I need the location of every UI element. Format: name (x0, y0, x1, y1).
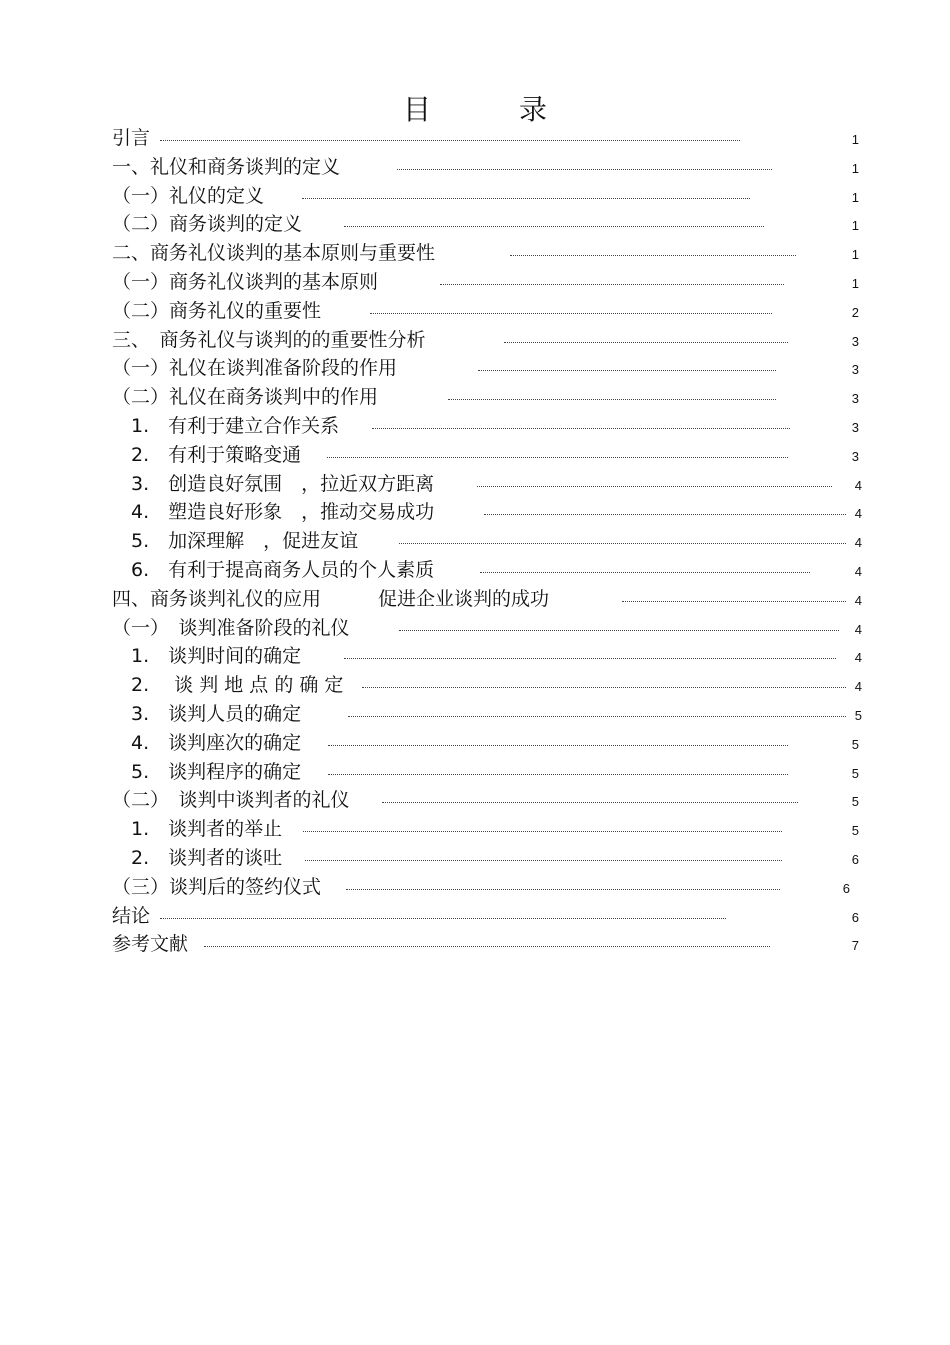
toc-leader-dots (397, 165, 772, 170)
toc-entry[interactable] (112, 642, 862, 671)
toc-entry-page-number: 5 (851, 736, 859, 752)
toc-entry-page-number: 4 (854, 592, 862, 608)
table-of-contents (112, 124, 862, 959)
toc-entry-label: （一）商务礼仪谈判的基本原则 (112, 270, 379, 293)
toc-entry[interactable] (112, 815, 862, 844)
toc-entry-page-number: 1 (851, 218, 859, 234)
toc-entry[interactable] (112, 239, 862, 268)
toc-leader-dots (399, 626, 839, 631)
toc-entry[interactable] (112, 412, 862, 441)
toc-entry-label: （二）礼仪在商务谈判中的作用 (112, 386, 379, 409)
toc-entry-page-number: 6 (851, 851, 859, 867)
toc-entry-page-number: 1 (851, 160, 859, 176)
toc-entry-page-number: 1 (851, 189, 859, 205)
toc-leader-dots (477, 482, 832, 487)
toc-entry[interactable] (112, 124, 862, 153)
toc-entry-page-number: 6 (851, 909, 859, 925)
toc-leader-dots (362, 683, 846, 688)
toc-entry[interactable] (112, 556, 862, 585)
toc-leader-dots (346, 885, 780, 890)
toc-leader-dots (204, 942, 770, 947)
toc-entry[interactable] (112, 210, 862, 239)
toc-leader-dots (305, 856, 782, 861)
toc-entry-label: （二）商务谈判的定义 (112, 213, 303, 236)
toc-leader-dots (382, 798, 798, 803)
toc-entry-page-number: 4 (854, 679, 862, 695)
toc-entry[interactable] (112, 902, 862, 931)
toc-entry-page-number: 4 (854, 535, 862, 551)
toc-entry-page-number: 3 (851, 333, 859, 349)
toc-entry-label: 引言 (112, 127, 151, 149)
toc-entry-page-number: 5 (851, 823, 859, 839)
toc-entry[interactable] (112, 671, 862, 700)
toc-entry[interactable] (112, 700, 862, 729)
toc-entry[interactable] (112, 614, 862, 643)
toc-leader-dots (370, 309, 772, 314)
toc-entry-label: （一） 谈判准备阶段的礼仪 (112, 616, 350, 639)
toc-entry[interactable] (112, 441, 862, 470)
toc-entry-page-number: 3 (851, 362, 859, 378)
toc-entry[interactable] (112, 182, 862, 211)
toc-entry-label: 5. 谈判程序的确定 (112, 760, 302, 783)
toc-leader-dots (504, 338, 788, 343)
toc-entry[interactable] (112, 354, 862, 383)
toc-entry-label: 3. 谈判人员的确定 (112, 702, 302, 725)
toc-entry[interactable] (112, 844, 862, 873)
toc-entry-label: 三、 商务礼仪与谈判的的重要性分析 (112, 328, 426, 351)
toc-entry-label: 1. 有利于建立合作关系 (112, 414, 340, 437)
toc-entry-page-number: 4 (854, 621, 862, 637)
toc-entry-page-number: 3 (851, 448, 859, 464)
toc-entry[interactable] (112, 297, 862, 326)
toc-leader-dots (478, 366, 776, 371)
toc-entry-label: 一、礼仪和商务谈判的定义 (112, 155, 341, 178)
toc-entry-page-number: 5 (851, 765, 859, 781)
toc-entry-label: 1. 谈判时间的确定 (112, 645, 302, 668)
toc-leader-dots (348, 712, 846, 717)
toc-entry[interactable] (112, 585, 862, 614)
toc-entry-page-number: 1 (851, 275, 859, 291)
toc-leader-dots (327, 453, 788, 458)
toc-entry-page-number: 4 (854, 477, 862, 493)
toc-entry-page-number: 2 (851, 304, 859, 320)
toc-entry-page-number: 7 (851, 938, 859, 954)
toc-entry-page-number: 3 (851, 391, 859, 407)
toc-entry-label: 结论 (112, 904, 151, 927)
toc-entry-page-number: 5 (851, 794, 859, 810)
toc-leader-dots (448, 395, 776, 400)
toc-entry-label: （一）礼仪的定义 (112, 184, 265, 207)
toc-entry[interactable] (112, 873, 862, 902)
toc-leader-dots (160, 136, 740, 141)
toc-entry[interactable] (112, 498, 862, 527)
toc-entry-label: 6. 有利于提高商务人员的个人素质 (112, 558, 435, 581)
toc-entry[interactable] (112, 326, 862, 355)
toc-entry-label: （一）礼仪在谈判准备阶段的作用 (112, 357, 398, 380)
toc-entry[interactable] (112, 930, 862, 959)
toc-entry[interactable] (112, 268, 862, 297)
toc-entry-label: （二）商务礼仪的重要性 (112, 299, 322, 322)
toc-entry-label: 参考文献 (112, 933, 189, 956)
toc-entry-page-number: 1 (851, 132, 859, 147)
toc-entry[interactable] (112, 153, 862, 182)
toc-entry[interactable] (112, 383, 862, 412)
toc-entry-label: 二、商务礼仪谈判的基本原则与重要性 (112, 242, 436, 265)
toc-entry-page-number: 3 (851, 419, 859, 435)
toc-leader-dots (510, 251, 796, 256)
toc-leader-dots (328, 741, 788, 746)
toc-leader-dots (344, 654, 836, 659)
toc-leader-dots (302, 194, 750, 199)
toc-entry-page-number: 4 (854, 650, 862, 666)
toc-entry-label: （三）谈判后的签约仪式 (112, 875, 322, 898)
toc-entry-label: 4. 谈判座次的确定 (112, 731, 302, 754)
toc-entry[interactable] (112, 786, 862, 815)
toc-entry-label: 2. 谈判者的谈吐 (112, 846, 283, 869)
toc-entry-page-number: 4 (854, 506, 862, 522)
toc-entry-label: 3. 创造良好氛围 ，拉近双方距离 (112, 472, 435, 495)
page-title: 目 录 (402, 93, 577, 126)
toc-entry[interactable] (112, 470, 862, 499)
toc-entry-label: 2. 有利于策略变通 (112, 443, 302, 466)
toc-entry-page-number: 5 (854, 707, 862, 723)
toc-entry-label: 2. 谈 判 地 点 的 确 定 (112, 674, 344, 697)
toc-leader-dots (480, 568, 810, 573)
toc-leader-dots (160, 914, 726, 919)
toc-leader-dots (328, 770, 788, 775)
toc-leader-dots (303, 827, 782, 832)
toc-entry-page-number: 4 (854, 563, 862, 579)
toc-leader-dots (622, 597, 846, 602)
toc-entry[interactable] (112, 527, 862, 556)
toc-entry[interactable] (112, 758, 862, 787)
toc-leader-dots (440, 280, 784, 285)
toc-entry-label: 1. 谈判者的举止 (112, 818, 283, 841)
toc-entry[interactable] (112, 729, 862, 758)
toc-leader-dots (399, 539, 846, 544)
toc-entry-label: （二） 谈判中谈判者的礼仪 (112, 789, 350, 812)
toc-entry-label: 4. 塑造良好形象 ，推动交易成功 (112, 501, 435, 524)
toc-entry-page-number: 6 (842, 880, 850, 896)
toc-leader-dots (344, 222, 764, 227)
toc-leader-dots (484, 510, 846, 515)
toc-entry-label: 四、商务谈判礼仪的应用 促进企业谈判的成功 (112, 587, 550, 610)
toc-leader-dots (372, 424, 790, 429)
toc-entry-label: 5. 加深理解 ，促进友谊 (112, 530, 359, 553)
toc-entry-page-number: 1 (851, 247, 859, 263)
